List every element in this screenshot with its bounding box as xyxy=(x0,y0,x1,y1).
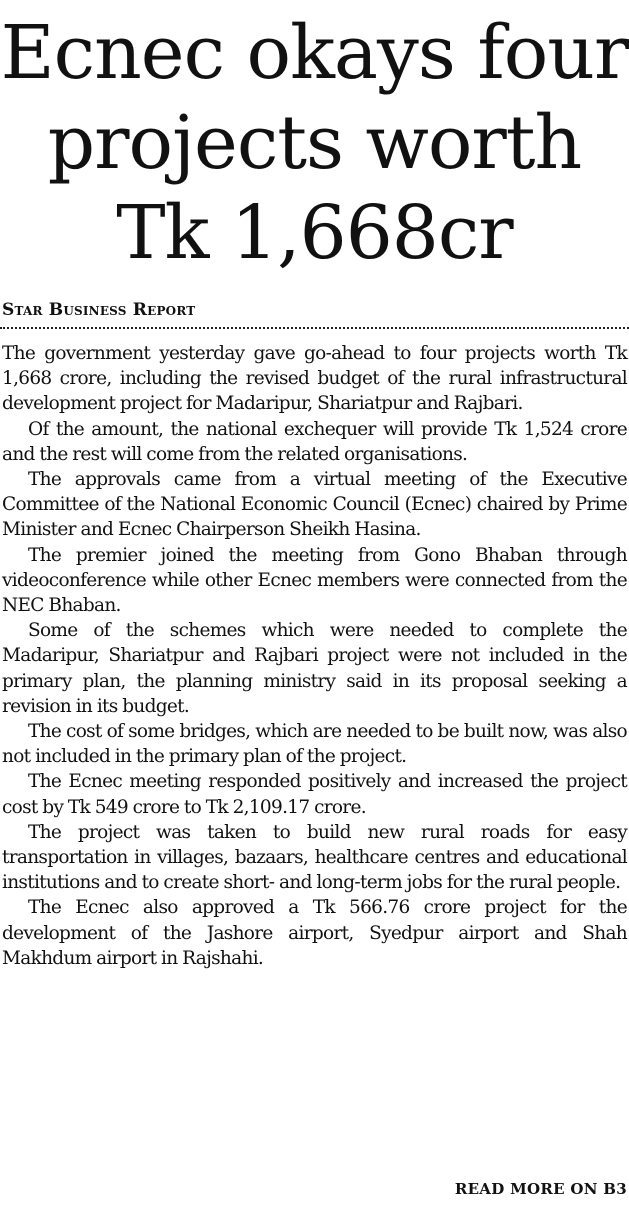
headline-line-2: projects worth xyxy=(47,100,582,186)
headline-line-3: Tk 1,668cr xyxy=(116,190,513,276)
article-body xyxy=(0,341,629,971)
paragraph-6: The cost of some bridges, which are needed to be built now, was also not included in the primary plan of the project. xyxy=(2,721,627,768)
headline-line-1: Ecnec okays four xyxy=(0,10,629,96)
paragraph-8: The project was taken to build new rural roads for easy transportation in villages, bazaars, healthcare centres and educational institutions and to create short- and long-term jobs for the rural people. xyxy=(2,821,627,894)
paragraph-4: The premier joined the meeting from Gono Bhaban through videoconference while other Ecnec members were connected from the NEC Bhaban. xyxy=(2,544,627,617)
paragraph-5: Some of the schemes which were needed to complete the Madaripur, Shariatpur and Rajbari project were not included in the primary plan, the planning ministry said in its proposal seeking a revision in its budget. xyxy=(2,620,627,717)
byline: Star Business Report xyxy=(2,300,196,320)
headline xyxy=(0,0,629,278)
paragraph-9: The Ecnec also approved a Tk 566.76 crore project for the development of the Jashore airport, Syedpur airport and Shah Makhdum airport in Rajshahi. xyxy=(2,897,627,969)
paragraph-1: The government yesterday gave go-ahead to four projects worth Tk 1,668 crore, including the revised budget of the rural infrastructural development project for Madaripur, Shariatpur and Rajbari. xyxy=(2,343,627,415)
paragraph-7: The Ecnec meeting responded positively and increased the project cost by Tk 549 crore to Tk 2,109.17 crore. xyxy=(2,771,627,818)
dotted-divider xyxy=(0,327,629,329)
paragraph-2: Of the amount, the national exchequer will provide Tk 1,524 crore and the rest will come from the related organisations. xyxy=(2,418,627,465)
read-more-link[interactable]: READ MORE ON B3 xyxy=(454,1180,627,1198)
paragraph-3: The approvals came from a virtual meeting of the Executive Committee of the National Economic Council (Ecnec) chaired by Prime Minister and Ecnec Chairperson Sheikh Hasina. xyxy=(2,469,627,541)
